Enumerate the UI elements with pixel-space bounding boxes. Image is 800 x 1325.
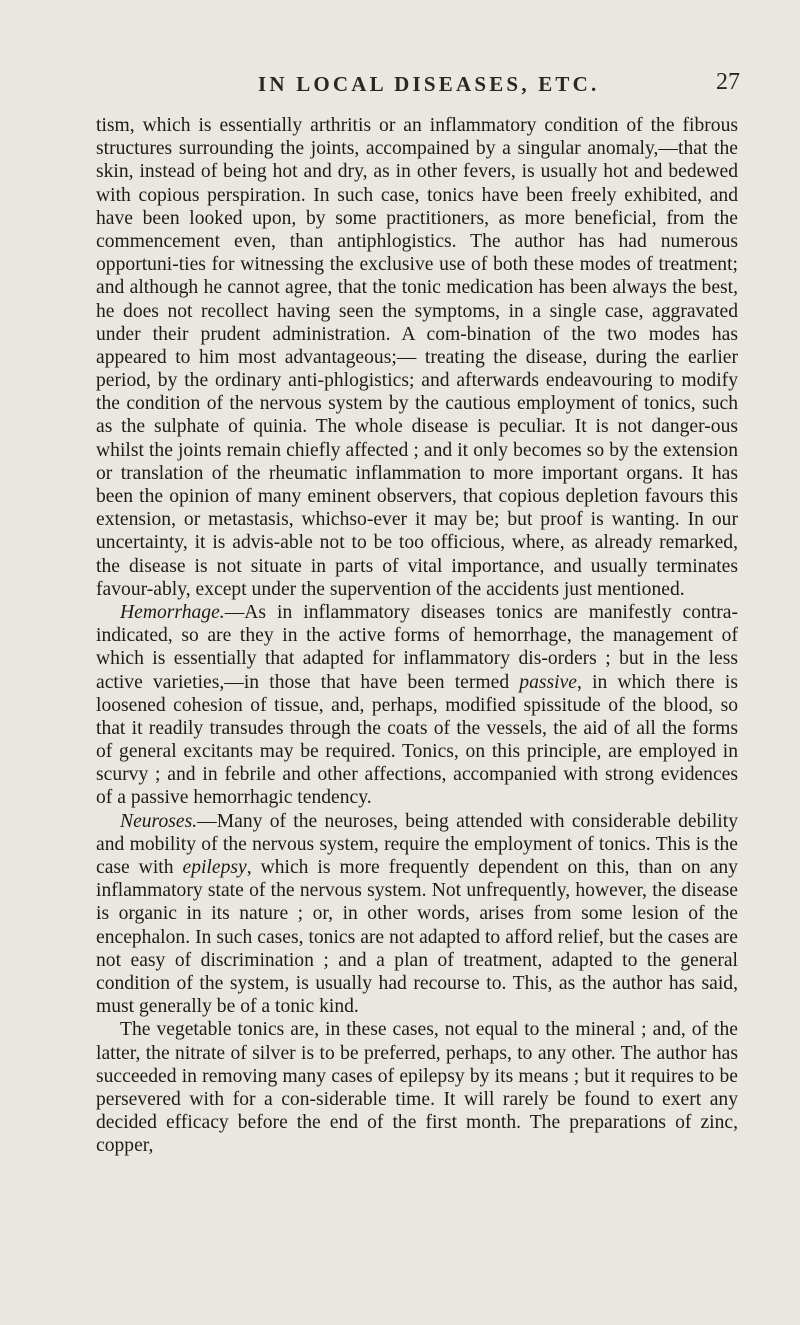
emphasis-passive: passive [519,671,577,693]
page-number: 27 [716,69,740,95]
text-run: —Many of the neuroses, being attended with considerable debility and mobility of the nervous system, require the employment of tonics. This is the case with [96,810,738,878]
text-run: , in which there is loosened cohesion of tissue, and, perhaps, modified spissitude of the blood, so that it readily transudes through the coats of the vessels, the aid of all the forms of general excitants may be required. Tonics, on this principle, are employed in scurvy ; and in febrile and other affections, accompanied with strong evidences of a passive hemorrhagic tendency. [96,671,738,809]
paragraph-hemorrhage [96,601,738,810]
paragraph-vegetable-tonics [96,1018,738,1157]
text-run: —As in inflammatory diseases tonics are manifestly contra-indicated, so are they in the active forms of hemorrhage, the management of which is essentially that adapted for inflammatory dis-orders ; but in the less active varieties,—in those that have been termed [96,601,738,693]
section-heading-neuroses: Neuroses. [120,810,198,832]
emphasis-epilepsy: epilepsy [182,857,247,878]
running-head: IN LOCAL DISEASES, ETC. [258,72,600,96]
page-header [100,69,740,100]
text-run: The vegetable tonics are, in these cases, not equal to the mineral ; and, of the latter, the nitrate of silver is to be preferred, perhaps, to any other. The author has succeeded in removing many cases of epilepsy by its means ; but it requires to be persevered with for a con-siderable time. It will rarely be found to exert any decided efficacy before the end of the first month. The preparations of zinc, copper, [96,1019,738,1157]
text-run: tism, which is essentially arthritis or an inflammatory condition of the fibrous structures surrounding the joints, accompained by a singular anomaly,—that the skin, instead of being hot and dry, as in other fevers, is usually hot and bedewed with copious perspiration. In such case, tonics have been freely exhibited, and have been looked upon, by some practitioners, as more beneficial, from the commencement even, than antiphlogistics. The author has had numerous opportuni-ties for witnessing the exclusive use of both these modes of treatment; and although he cannot agree, that the tonic medication has been always the best, he does not recollect having seen the symptoms, in a single case, aggravated under their prudent administration. A com-bination of the two modes has appeared to him most advantageous;— treating the disease, during the earlier period, by the ordinary anti-phlogistics; and afterwards endeavouring to modify the condition of the nervous system by the cautious employment of tonics, such as the sulphate of quinia. The whole disease is peculiar. It is not danger-ous whilst the joints remain chiefly affected ; and it only becomes so by the extension or translation of the rheumatic inflammation to more important organs. It has been the opinion of many eminent observers, that copious depletion favours this extension, or metastasis, whichso-ever it may be; but proof is wanting. In our uncertainty, it is advis-able not to be too officious, where, as already remarked, the disease is not situate in parts of vital importance, and usually terminates favour-ably, except under the supervention of the accidents just mentioned. [96,115,738,600]
paragraph-rheumatism-continued [96,114,738,601]
text-run: , which is more frequently dependent on this, than on any inflammatory state of the nervous system. Not unfrequently, however, the disease is organic in its nature ; or, in other words, arises from some lesion of the encephalon. In such cases, tonics are not adapted to afford relief, but the cases are not easy of discrimination ; and a plan of treatment, adapted to the general condition of the system, is usually had recourse to. This, as the author has said, must generally be of a tonic kind. [96,857,738,1018]
paragraph-neuroses [96,810,738,1019]
section-heading-hemorrhage: Hemorrhage. [120,601,225,623]
body-text [96,114,738,1157]
